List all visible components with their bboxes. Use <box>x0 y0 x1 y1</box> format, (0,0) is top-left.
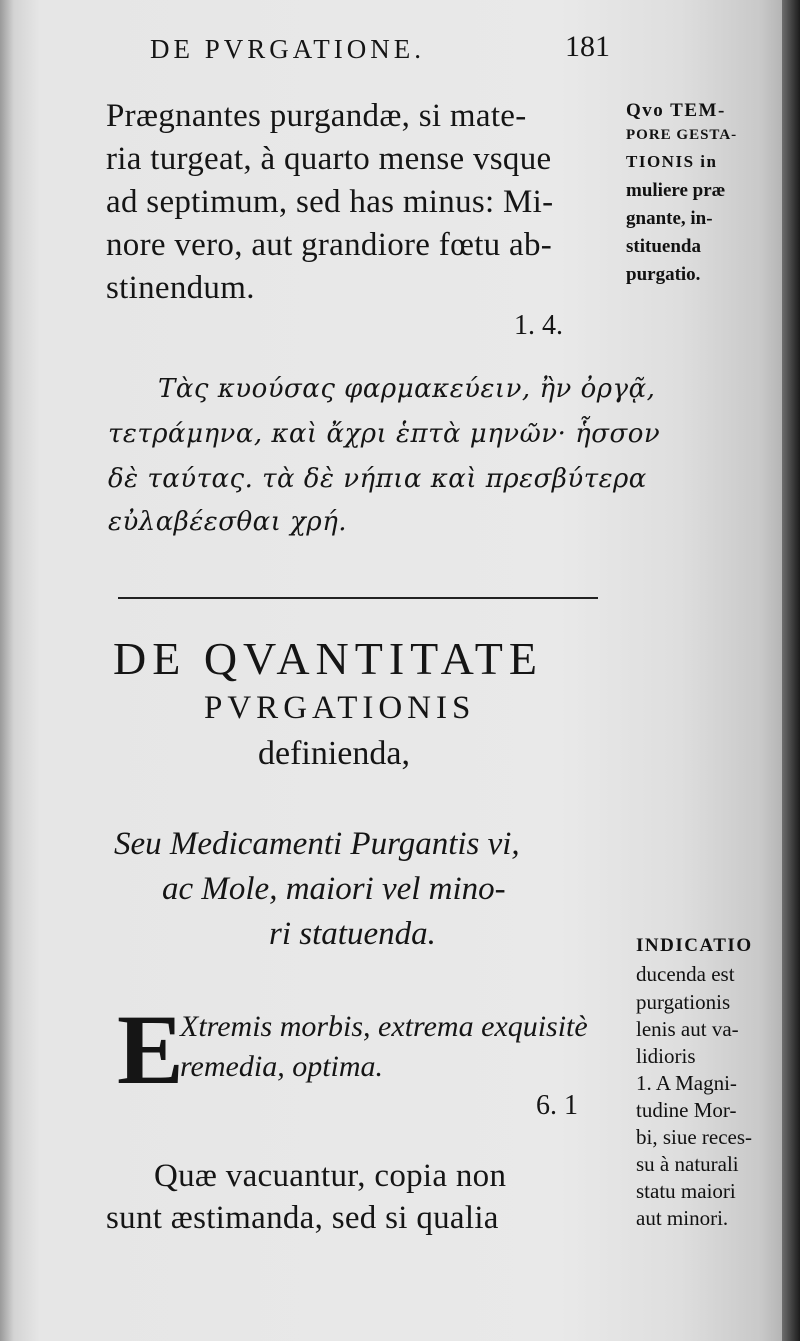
text-line: nore vero, aut grandiore fœtu ab- <box>106 227 553 263</box>
greek-line: τετράμηνα, καὶ ἄχρι ἑπτὰ μηνῶν· ἧσσον <box>108 419 661 449</box>
running-header: DE PVRGATIONE. <box>150 34 425 64</box>
subtitle-line: Seu Medicamenti Purgantis vi, <box>114 826 520 862</box>
margin-line: bi, siue reces- <box>636 1125 753 1149</box>
margin-line: purgatio. <box>626 264 701 285</box>
text-line: sunt æstimanda, sed si qualia <box>106 1200 499 1236</box>
text-line: ad septimum, sed has minus: Mi- <box>106 184 554 220</box>
margin-line: purgationis <box>636 990 731 1014</box>
greek-line: Τὰς κυούσας φαρμακεύειν, ἢν ὀργᾷ, <box>158 374 656 404</box>
margin-line: INDICATIO <box>636 935 753 956</box>
margin-line: statu maiori <box>636 1179 736 1203</box>
subtitle-line: ac Mole, maiori vel mino- <box>162 871 506 907</box>
margin-line: lenis aut va- <box>636 1017 739 1041</box>
aphorism-line: remedia, optima. <box>180 1050 384 1083</box>
aphorism-reference: 6. 1 <box>536 1090 578 1121</box>
section-title-tail: definienda, <box>258 735 410 772</box>
page-edge-shadow <box>782 0 800 1341</box>
margin-line: 1. A Magni- <box>636 1071 737 1095</box>
margin-line: stituenda <box>626 236 701 257</box>
text-line: stinendum. <box>106 270 255 306</box>
margin-line: lidioris <box>636 1044 696 1068</box>
margin-line: ducenda est <box>636 962 735 986</box>
drop-cap: E <box>117 994 184 1105</box>
greek-line: εὐλαβέεσθαι χρή. <box>108 507 348 537</box>
text-line: Prægnantes purgandæ, si mate- <box>106 98 527 134</box>
margin-line: aut minori. <box>636 1206 729 1230</box>
section-subtitle: PVRGATIONIS <box>204 690 476 726</box>
page-number: 181 <box>565 30 610 63</box>
aphorism-line: Xtremis morbis, extrema exquisitè <box>180 1010 588 1043</box>
text-line: ria turgeat, à quarto mense vsque <box>106 141 552 177</box>
margin-line: muliere præ <box>626 180 726 201</box>
margin-line: gnante, in- <box>626 208 713 229</box>
margin-line: tudine Mor- <box>636 1098 737 1122</box>
margin-line: PORE GESTA- <box>626 127 738 143</box>
margin-line: TIONIS in <box>626 152 718 171</box>
section-divider <box>118 597 598 599</box>
text-line: Quæ vacuantur, copia non <box>154 1158 507 1194</box>
margin-line: su à naturali <box>636 1152 739 1176</box>
subtitle-line: ri statuenda. <box>269 916 436 952</box>
greek-line: δὲ ταύτας. τὰ δὲ νήπια καὶ πρεσβύτερα <box>108 464 647 494</box>
margin-line: Qvo TEM- <box>626 100 726 121</box>
aphorism-reference: 1. 4. <box>514 310 563 341</box>
section-title: DE QVANTITATE <box>113 633 543 684</box>
